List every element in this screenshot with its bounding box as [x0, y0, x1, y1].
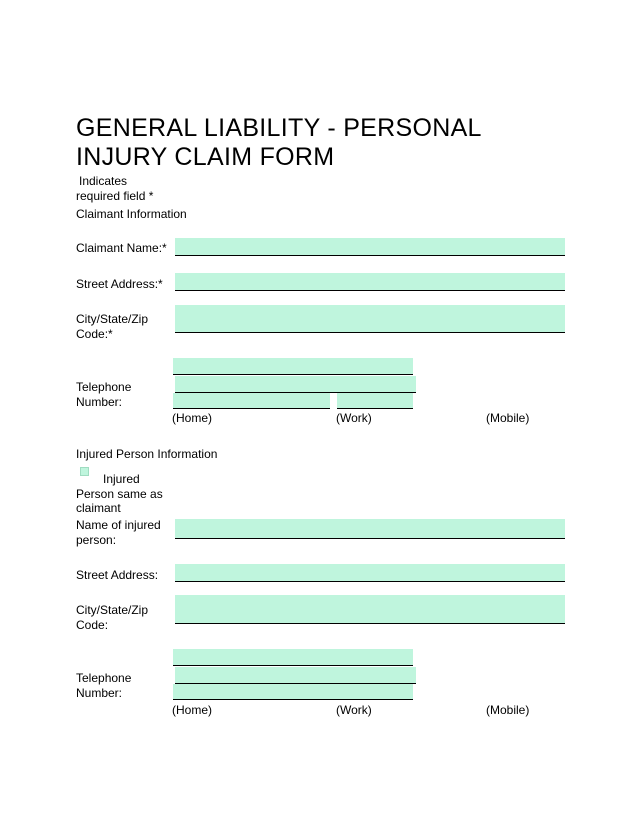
injured-city-label-line2: Code:: [76, 618, 109, 632]
injured-phone-label-line1: Telephone: [76, 671, 132, 685]
injured-phone-label-line2: Number:: [76, 686, 123, 700]
claimant-phone-home-input[interactable]: [173, 358, 413, 375]
claimant-mobile-label: (Mobile): [486, 411, 530, 425]
injured-city-input[interactable]: [175, 595, 565, 624]
injured-phone-home-input[interactable]: [173, 649, 413, 666]
required-note-line2: required field *: [76, 189, 154, 203]
injured-name-input[interactable]: [175, 519, 565, 539]
injured-work-label: (Work): [336, 703, 372, 717]
same-as-claimant-label-line1: Injured: [103, 472, 140, 486]
injured-section-title: Injured Person Information: [76, 447, 218, 461]
claimant-street-input[interactable]: [175, 273, 565, 291]
injured-street-input[interactable]: [175, 564, 565, 582]
claimant-section-title: Claimant Information: [76, 207, 187, 221]
claimant-phone-label-line2: Number:: [76, 395, 123, 409]
claimant-phone-extra-input[interactable]: [337, 393, 413, 409]
form-title: GENERAL LIABILITY - PERSONAL INJURY CLAIM FORM: [76, 114, 481, 171]
required-note-line1: Indicates: [79, 174, 128, 188]
injured-name-label-line1: Name of injured: [76, 518, 161, 532]
claimant-name-label: Claimant Name:*: [76, 241, 167, 255]
injured-street-label: Street Address:: [76, 568, 159, 582]
claimant-phone-mobile-input[interactable]: [173, 393, 330, 409]
claimant-phone-work-input[interactable]: [175, 376, 416, 393]
same-as-claimant-label-line3: claimant: [76, 501, 121, 515]
injured-phone-mobile-input[interactable]: [173, 684, 413, 700]
same-as-claimant-checkbox[interactable]: [80, 467, 89, 476]
injured-phone-work-input[interactable]: [175, 667, 416, 684]
claimant-street-label: Street Address:*: [76, 277, 163, 291]
claimant-work-label: (Work): [336, 411, 372, 425]
claimant-city-label-line2: Code:*: [76, 327, 113, 341]
claimant-city-label-line1: City/State/Zip: [76, 312, 149, 326]
injured-mobile-label: (Mobile): [486, 703, 530, 717]
claimant-city-input[interactable]: [175, 305, 565, 333]
claimant-name-input[interactable]: [175, 238, 565, 256]
injured-city-label-line1: City/State/Zip: [76, 603, 149, 617]
claimant-phone-label-line1: Telephone: [76, 380, 132, 394]
same-as-claimant-label-line2: Person same as: [76, 487, 163, 501]
injured-name-label-line2: person:: [76, 533, 117, 547]
claimant-home-label: (Home): [172, 411, 213, 425]
injured-home-label: (Home): [172, 703, 213, 717]
